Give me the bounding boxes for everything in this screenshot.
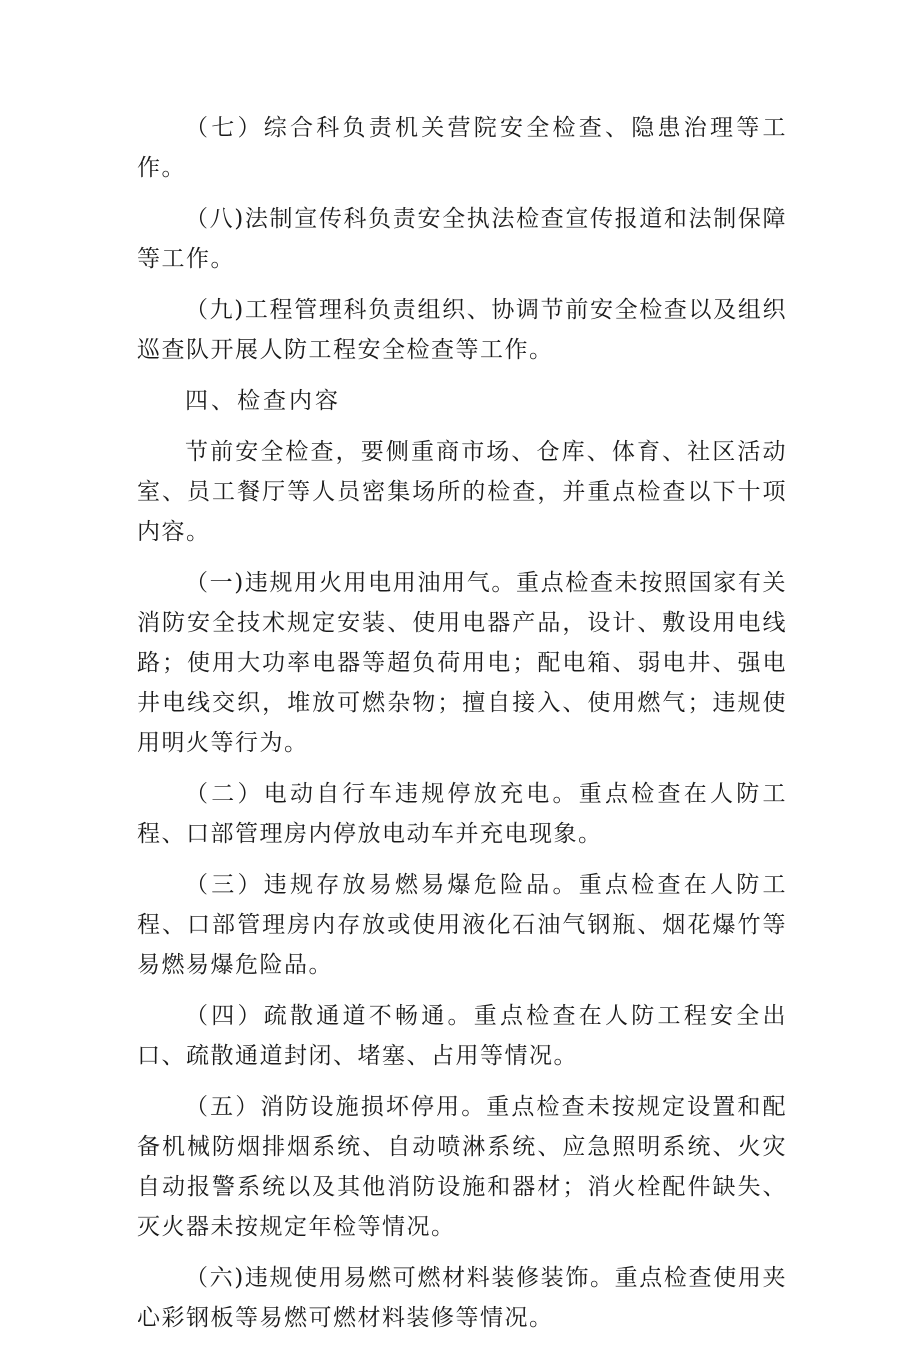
paragraph-intro: 节前安全检查，要侧重商市场、仓库、体育、社区活动室、员工餐厅等人员密集场所的检查，并重点检查以下十项内容。 bbox=[137, 439, 787, 545]
paragraph-check-4: （四）疏散通道不畅通。重点检查在人防工程安全出口、疏散通道封闭、堵塞、占用等情况。 bbox=[137, 1003, 787, 1069]
paragraph-check-2: （二）电动自行车违规停放充电。重点检查在人防工程、口部管理房内停放电动车并充电现象。 bbox=[137, 781, 787, 847]
paragraph-item-9: （九)工程管理科负责组织、协调节前安全检查以及组织巡查队开展人防工程安全检查等工作。 bbox=[137, 297, 787, 363]
document-body bbox=[137, 108, 787, 1349]
paragraph-item-8: （八)法制宣传科负责安全执法检查宣传报道和法制保障等工作。 bbox=[137, 206, 787, 272]
paragraph-check-6: （六)违规使用易燃可燃材料装修装饰。重点检查使用夹心彩钢板等易燃可燃材料装修等情况。 bbox=[137, 1265, 787, 1331]
paragraph-check-5: （五）消防设施损坏停用。重点检查未按规定设置和配备机械防烟排烟系统、自动喷淋系统、应急照明系统、火灾自动报警系统以及其他消防设施和器材；消火栓配件缺失、灭火器未按规定年检等情况。 bbox=[137, 1094, 787, 1240]
paragraph-check-1: （一)违规用火用电用油用气。重点检查未按照国家有关消防安全技术规定安装、使用电器产品，设计、敷设用电线路；使用大功率电器等超负荷用电；配电箱、弱电井、强电井电线交织，堆放可燃杂物；擅自接入、使用燃气；违规使用明火等行为。 bbox=[137, 570, 787, 756]
paragraph-check-3: （三）违规存放易燃易爆危险品。重点检查在人防工程、口部管理房内存放或使用液化石油气钢瓶、烟花爆竹等易燃易爆危险品。 bbox=[137, 872, 787, 978]
section-heading-inspection-content: 四、检查内容 bbox=[185, 388, 341, 414]
paragraph-item-7: （七）综合科负责机关营院安全检查、隐患治理等工作。 bbox=[137, 115, 787, 181]
